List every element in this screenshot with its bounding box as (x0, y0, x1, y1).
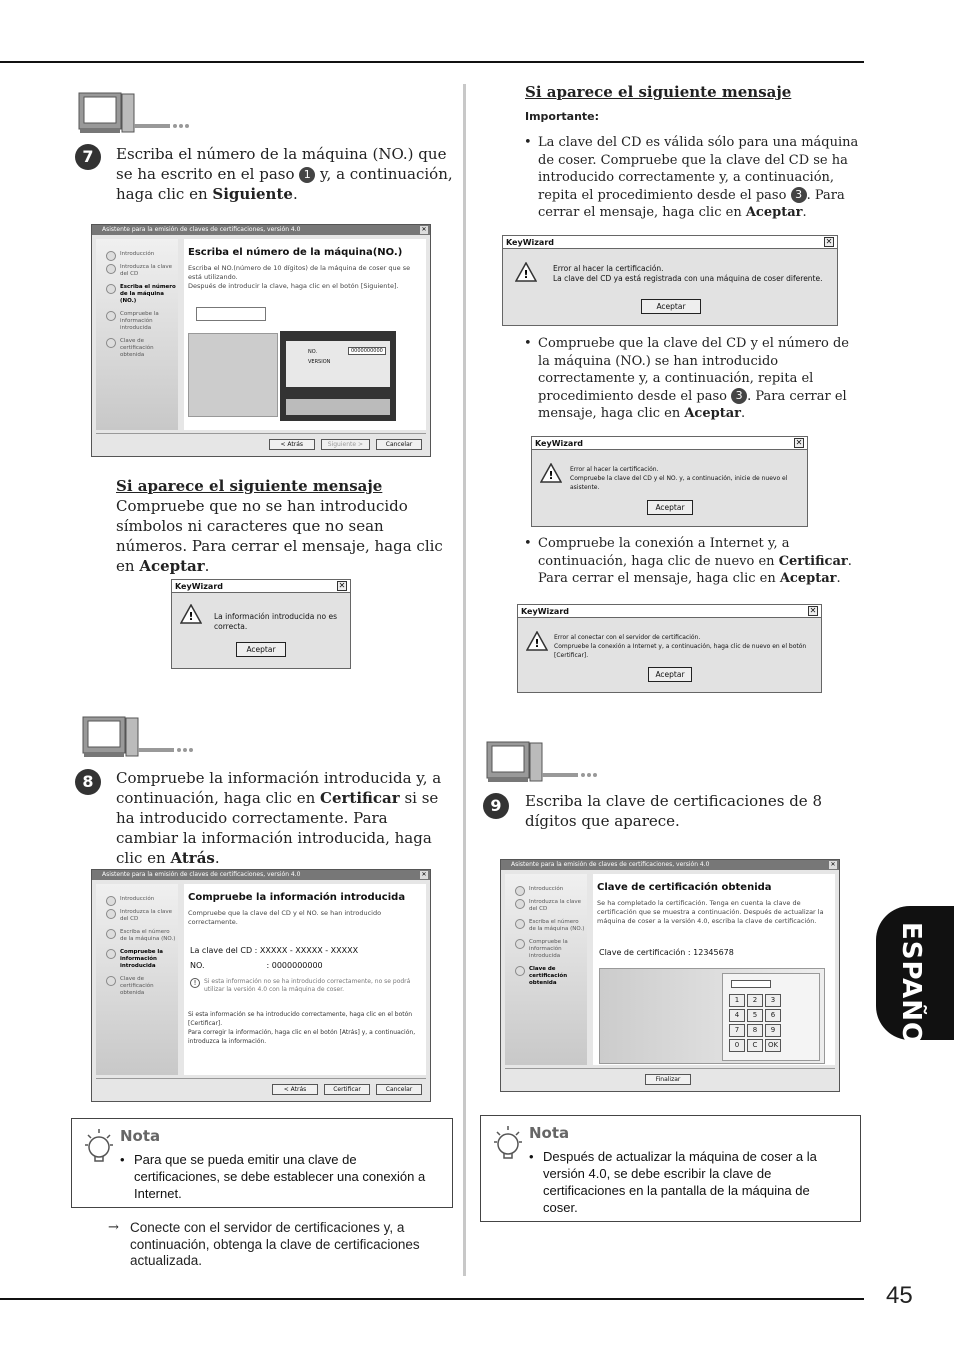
message-heading: Si aparece el siguiente mensaje (116, 477, 383, 495)
keypad-key[interactable]: 2 (747, 994, 763, 1007)
keypad-key[interactable]: 6 (765, 1009, 781, 1022)
computer-icon (78, 92, 198, 138)
keypad-key[interactable]: C (747, 1039, 763, 1052)
window-separator (96, 1078, 426, 1079)
keypad-key[interactable]: 8 (747, 1024, 763, 1037)
cd-key-row: La clave del CD : XXXXX - XXXXX - XXXXX (190, 946, 359, 955)
accept-button[interactable]: Aceptar (648, 667, 692, 682)
important-item: • Compruebe la conexión a Internet y, a continuación, haga clic de nuevo en Certificar. Para cerrar el mensaje, haga clic en Aceptar. (524, 535, 860, 588)
accept-button[interactable]: Aceptar (641, 299, 701, 314)
step-8-number: 8 (75, 769, 101, 795)
cancel-button[interactable]: Cancelar (376, 1084, 422, 1095)
wizard-heading: Compruebe la información introducida (188, 892, 406, 903)
instructions: Si esta información se ha introducido correctamente, haga clic en el botón [Certificar]. Para corregir la información, haga clic en el botón [Atrás] y, a continuación, introduzca la información. (188, 1011, 416, 1045)
lightbulb-icon (493, 1124, 523, 1160)
wizard-main (184, 884, 426, 1075)
important-list-2 (524, 335, 860, 423)
wizard-buttons (645, 1074, 691, 1085)
close-icon[interactable]: ✕ (809, 606, 817, 615)
keypad-key[interactable]: 5 (747, 1009, 763, 1022)
finish-button[interactable]: Finalizar (645, 1074, 691, 1085)
dialog-titlebar: KeyWizard ✕ (518, 605, 821, 618)
warning-icon (180, 604, 202, 624)
keypad-key[interactable]: 7 (729, 1024, 745, 1037)
info-icon: ! (190, 978, 200, 988)
bottom-rule (0, 1298, 864, 1300)
close-icon[interactable]: ✕ (825, 237, 833, 246)
step-9-text: Escriba la clave de certificaciones de 8 dígitos que aparece. (525, 792, 822, 830)
wizard-step: Introduzca la clave del CD (120, 264, 178, 278)
important-item: • Compruebe que la clave del CD y el número de la máquina (NO.) se han introducido correctamente y, a continuación, repita el procedimiento desde el paso 3 . Para cerrar el mensaje, haga clic en Aceptar. (524, 335, 860, 423)
step-ref-1: 1 (299, 167, 315, 183)
warning-text: Si esta información no se ha introducido correctamente, no se podrá utilizar la versión 4.0 con la máquina de coser. (204, 978, 411, 993)
wizard-sidebar (505, 874, 587, 1065)
close-icon[interactable]: ✕ (338, 581, 346, 590)
window-titlebar: Asistente para la emisión de claves de certificaciones, versión 4.0 ✕ (92, 225, 430, 235)
note-list (529, 1148, 847, 1216)
result-note: Conecte con el servidor de certificaciones y, a continuación, obtenga la clave de certificaciones actualizada. (130, 1220, 420, 1268)
warning-icon (515, 262, 537, 282)
machine-screen-image (280, 331, 396, 421)
wizard-step: Escriba el número de la máquina (NO.) (120, 284, 178, 305)
keypad-key[interactable]: OK (765, 1039, 781, 1052)
error-dialog (171, 579, 351, 669)
wizard-main (593, 874, 835, 1065)
arrow-icon: → (108, 1220, 119, 1235)
wizard-step: Compruebe la información introducida (529, 939, 587, 960)
window-separator (96, 433, 426, 434)
note-title: Nota (529, 1124, 570, 1142)
wizard-buttons (269, 439, 422, 450)
keypad (729, 994, 783, 1052)
important-list-3 (524, 535, 860, 588)
wizard-step: Introduzca la clave del CD (529, 899, 587, 913)
error-dialog (517, 604, 822, 693)
step-ref-3: 3 (791, 187, 807, 203)
top-rule (0, 61, 864, 63)
lightbulb-icon (84, 1127, 114, 1163)
sewing-machine-image (599, 968, 825, 1064)
wizard-step: Clave de certificación obtenida (529, 966, 587, 987)
wizard-step: Escriba el número de la máquina (NO.) (529, 919, 587, 933)
note-box (480, 1115, 861, 1222)
confirm-info-window (91, 869, 431, 1102)
message-heading: Si aparece el siguiente mensaje (525, 83, 792, 101)
close-icon[interactable]: ✕ (421, 871, 427, 878)
column-divider (463, 84, 466, 1276)
step-7-number: 7 (75, 144, 101, 170)
page-number: 45 (886, 1282, 913, 1309)
close-icon[interactable]: ✕ (421, 226, 427, 233)
dialog-message: Error al conectar con el servidor de certificación. Compruebe la conexión a Internet y, a continuación, haga clic de nuevo en el botón [Certificar]. (554, 634, 807, 659)
accept-button[interactable]: Aceptar (236, 642, 286, 657)
wizard-sidebar (96, 239, 178, 430)
wizard-buttons (272, 1084, 422, 1095)
wizard-step: Introduzca la clave del CD (120, 909, 178, 923)
keypad-key[interactable]: 9 (765, 1024, 781, 1037)
certify-button[interactable]: Certificar (324, 1084, 370, 1095)
note-list (120, 1151, 442, 1202)
window-titlebar: Asistente para la emisión de claves de certificaciones, versión 4.0 ✕ (501, 860, 839, 870)
important-item: • La clave del CD es válida sólo para una máquina de coser. Compruebe que la clave del CD se ha introducido correctamente y, a continuación, repita el procedimiento desde el paso 3 . Para cerrar el mensaje, haga clic en Aceptar. (524, 134, 860, 222)
note-title: Nota (120, 1127, 161, 1145)
keypad-key[interactable]: 4 (729, 1009, 745, 1022)
keypad-key[interactable]: 1 (729, 994, 745, 1007)
step-9-number: 9 (483, 793, 509, 819)
keypad-key[interactable]: 0 (729, 1039, 745, 1052)
wizard-step: Clave de certificación obtenida (120, 338, 178, 359)
language-tab (876, 906, 954, 1063)
wizard-step: Escriba el número de la máquina (NO.) (120, 929, 178, 943)
dialog-message: Error al hacer la certificación. La clave del CD ya está registrada con una máquina de coser diferente. (553, 264, 823, 283)
wizard-heading: Escriba el número de la máquina(NO.) (188, 247, 403, 258)
computer-icon (486, 741, 606, 787)
dialog-titlebar: KeyWizard ✕ (532, 437, 807, 450)
close-icon[interactable]: ✕ (795, 438, 803, 447)
wizard-sidebar (96, 884, 178, 1075)
keypad-panel (722, 973, 820, 1061)
message-instructions: Compruebe que no se han introducido símbolos ni caracteres que no sean números. Para cerrar el mensaje, haga clic en Aceptar. (116, 497, 443, 575)
machine-number-window (91, 224, 431, 457)
wizard-description: Se ha completado la certificación. Tenga en cuenta la clave de certificación que se muestra a continuación. Después de actualizar la máquina de coser a la versión 4.0, escriba la clave de certificación. (597, 899, 824, 925)
certification-key-window (500, 859, 840, 1092)
back-button[interactable]: < Atrás (272, 1084, 318, 1095)
error-dialog (502, 235, 838, 326)
error-dialog (531, 436, 808, 527)
dialog-titlebar: KeyWizard ✕ (503, 236, 837, 249)
panel-no-value: 0000000000 (348, 347, 386, 355)
wizard-description: Compruebe que la clave del CD y el NO. se han introducido correctamente. (188, 909, 382, 926)
certification-key-row: Clave de certificación : 12345678 (599, 948, 734, 957)
note-box (71, 1118, 453, 1208)
wizard-step: Introducción (529, 886, 587, 893)
svg-text:!: ! (188, 610, 194, 623)
step-ref-3: 3 (731, 388, 747, 404)
window-titlebar: Asistente para la emisión de claves de certificaciones, versión 4.0 ✕ (92, 870, 430, 880)
panel-version-label: VERSION (308, 359, 331, 365)
note-item: • Después de actualizar la máquina de coser a la versión 4.0, se debe escribir la clave de certificaciones en la pantalla de la máquina de coser. (529, 1148, 847, 1216)
step-8-text: Compruebe la información introducida y, a continuación, haga clic en Certificar si se ha introducido correctamente. Para cambiar la información introducida, haga clic en Atrás. (116, 769, 442, 867)
note-item: • Para que se pueda emitir una clave de certificaciones, se debe establecer una conexión a Internet. (120, 1151, 442, 1202)
panel-no-label: NO. (308, 349, 318, 355)
next-button[interactable]: Siguiente > (321, 439, 370, 450)
wizard-step: Compruebe la información introducida (120, 949, 178, 970)
dialog-message: La información introducida no es correcta. (214, 612, 338, 631)
key-display (731, 980, 771, 988)
machine-screen-toolbar (286, 399, 390, 415)
important-label: Importante: (525, 110, 600, 123)
wizard-step: Compruebe la información introducida (120, 311, 178, 332)
machine-no-row: NO. : 0000000000 (190, 961, 323, 970)
warning-icon (540, 463, 562, 483)
dialog-message: Error al hacer la certificación. Compruebe la clave del CD y el NO. y, a continuación, inicie de nuevo el asistente. (570, 466, 788, 491)
svg-text:!: ! (548, 469, 554, 482)
wizard-main (184, 239, 426, 430)
wizard-step: Introducción (120, 251, 178, 258)
svg-text:!: ! (523, 268, 529, 281)
dialog-titlebar: KeyWizard ✕ (172, 580, 350, 593)
wizard-step: Introducción (120, 896, 178, 903)
step-7-text: Escriba el número de la máquina (NO.) que se ha escrito en el paso 1 y, a continuación, haga clic en Siguiente. (116, 145, 453, 203)
svg-text:!: ! (534, 637, 540, 650)
wizard-heading: Clave de certificación obtenida (597, 882, 772, 893)
sewing-machine-image (188, 333, 278, 417)
accept-button[interactable]: Aceptar (647, 500, 693, 515)
wizard-step: Clave de certificación obtenida (120, 976, 178, 997)
computer-icon (82, 716, 202, 762)
machine-number-input[interactable] (196, 307, 266, 321)
wizard-description: Escriba el NO.(número de 10 dígitos) de la máquina de coser que se está utilizando. Después de introducir la clave, haga clic en el botón [Siguiente]. (188, 264, 411, 290)
cancel-button[interactable]: Cancelar (376, 439, 422, 450)
language-tab-label: ESPAÑOL (896, 922, 926, 1063)
warning-icon (526, 631, 548, 651)
back-button[interactable]: < Atrás (269, 439, 315, 450)
keypad-key[interactable]: 3 (765, 994, 781, 1007)
close-icon[interactable]: ✕ (830, 861, 836, 868)
important-list-1 (524, 134, 860, 222)
window-separator (505, 1068, 835, 1069)
